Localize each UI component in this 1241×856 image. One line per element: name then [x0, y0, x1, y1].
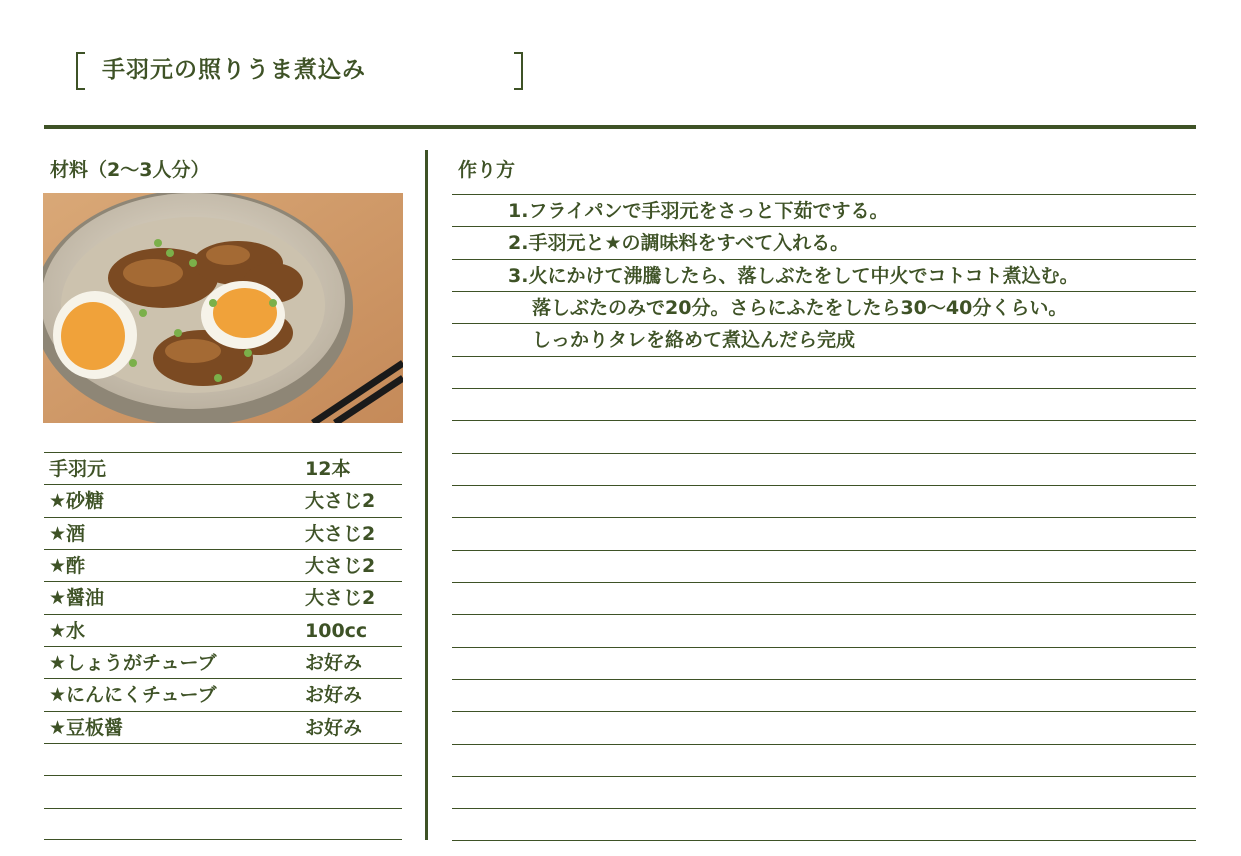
ingredient-name: ★豆板醤 — [49, 716, 124, 739]
method-line — [452, 679, 1196, 711]
ingredient-amount: 大さじ2 — [305, 587, 376, 610]
ingredient-row — [44, 484, 402, 516]
ingredient-name: 手羽元 — [49, 458, 107, 480]
method-line — [452, 550, 1196, 582]
header-rule — [44, 125, 1196, 129]
title-bracket-right — [514, 52, 523, 90]
method-step-text: 2.手羽元と★の調味料をすべて入れる。 — [508, 232, 850, 255]
ingredient-amount: 100cc — [305, 619, 368, 642]
ingredient-amount: 大さじ2 — [305, 490, 376, 513]
method-line — [452, 453, 1196, 485]
dish-photo — [43, 193, 403, 423]
ingredient-name: ★しょうがチューブ — [49, 651, 217, 674]
ingredient-row — [44, 614, 402, 646]
ingredient-row — [44, 678, 402, 710]
ingredient-row — [44, 517, 402, 549]
ingredient-amount: お好み — [305, 651, 363, 674]
ingredients-table — [44, 452, 402, 840]
method-line — [452, 776, 1196, 808]
ingredient-row — [44, 711, 402, 743]
ingredient-amount: 大さじ2 — [305, 522, 376, 545]
ingredient-name: ★水 — [49, 619, 86, 642]
ingredient-row — [44, 581, 402, 613]
method-line — [452, 226, 1196, 258]
title-bracket-left — [76, 52, 85, 90]
method-line — [452, 485, 1196, 517]
method-line — [452, 517, 1196, 549]
method-line — [452, 259, 1196, 291]
ingredient-row — [44, 808, 402, 840]
method-step-text: 落しぶたのみで20分。さらにふたをしたら30〜40分くらい。 — [532, 296, 1068, 319]
method-line — [452, 194, 1196, 226]
method-line — [452, 388, 1196, 420]
ingredient-amount: 12本 — [305, 458, 351, 480]
ingredient-row — [44, 549, 402, 581]
ingredients-heading: 材料（2〜3人分） — [50, 159, 210, 181]
method-line — [452, 291, 1196, 323]
ingredient-name: ★砂糖 — [49, 490, 105, 513]
method-line — [452, 744, 1196, 776]
ingredient-name: ★酢 — [49, 554, 86, 577]
method-line — [452, 582, 1196, 614]
ingredient-row — [44, 646, 402, 678]
method-line — [452, 711, 1196, 743]
method-line — [452, 614, 1196, 646]
ingredient-name: ★醤油 — [49, 587, 105, 610]
method-step-text: 1.フライパンで手羽元をさっと下茹でする。 — [508, 200, 889, 222]
method-step-text: 3.火にかけて沸騰したら、落しぶたをして中火でコトコト煮込む。 — [508, 264, 1079, 287]
ingredient-row — [44, 743, 402, 775]
column-divider — [425, 150, 428, 840]
method-line — [452, 420, 1196, 452]
method-steps — [452, 194, 1196, 841]
ingredient-amount: お好み — [305, 716, 363, 739]
ingredient-name: ★酒 — [49, 522, 86, 545]
ingredient-amount: お好み — [305, 684, 363, 707]
method-line — [452, 647, 1196, 679]
ingredient-amount: 大さじ2 — [305, 554, 376, 577]
method-line — [452, 323, 1196, 355]
method-line — [452, 356, 1196, 388]
recipe-title: 手羽元の照りうま煮込み — [102, 57, 366, 83]
method-step-text: しっかりタレを絡めて煮込んだら完成 — [532, 329, 856, 352]
method-line — [452, 808, 1196, 840]
ingredient-name: ★にんにくチューブ — [49, 684, 217, 707]
ingredient-row — [44, 452, 402, 484]
ingredient-row — [44, 775, 402, 807]
method-heading: 作り方 — [458, 159, 516, 181]
